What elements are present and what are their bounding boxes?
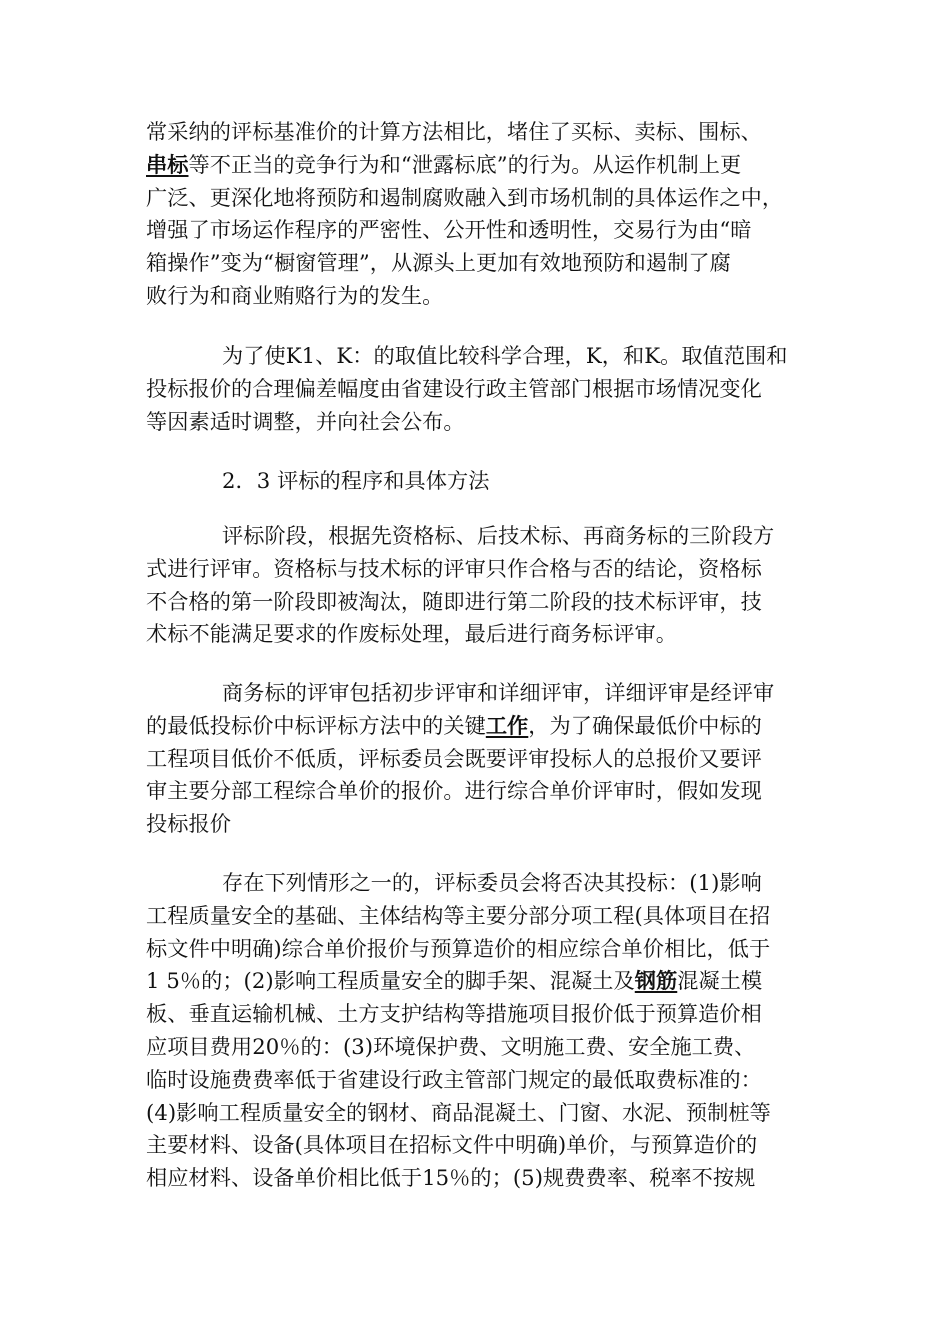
text-line: 存在下列情形之一的，评标委员会将否决其投标：(1)影响 bbox=[222, 870, 762, 895]
text-line: 标文件中明确)综合单价报价与预算造价的相应综合单价相比，低于 bbox=[146, 935, 771, 961]
keyword-link-gongzuo[interactable]: 工作 bbox=[485, 712, 529, 738]
paragraph-5 bbox=[146, 867, 826, 1195]
text-line: 为了使K1、K：的取值比较科学合理，K，和K。取值范围和 bbox=[222, 343, 788, 368]
text-line: 投标报价的合理偏差幅度由省建设行政主管部门根据市场情况变化 bbox=[146, 375, 762, 401]
paragraph-1 bbox=[146, 116, 826, 313]
text-line: 审主要分部工程综合单价的报价。进行综合单价评审时，假如发现 bbox=[146, 778, 762, 804]
text-line: 不合格的第一阶段即被淘汰，随即进行第二阶段的技术标评审，技 bbox=[146, 588, 762, 614]
text-line: 工程质量安全的基础、主体结构等主要分部分项工程(具体项目在招 bbox=[146, 902, 771, 928]
text-line: 投标报价 bbox=[146, 811, 231, 837]
text-line: 工程项目低价不低质，评标委员会既要评审投标人的总报价又要评 bbox=[146, 745, 762, 771]
text-line: 相应材料、设备单价相比低于15％的；(5)规费费率、税率不按规 bbox=[146, 1165, 756, 1191]
paragraph-2 bbox=[146, 340, 826, 438]
text-line: 常采纳的评标基准价的计算方法相比，堵住了买标、卖标、围标、 bbox=[146, 119, 762, 144]
text-line bbox=[146, 965, 826, 998]
text-line: 增强了市场运作程序的严密性、公开性和透明性，交易行为由“暗 bbox=[146, 217, 752, 243]
paragraph-4 bbox=[146, 677, 826, 841]
text-line: 应项目费用20％的：(3)环境保护费、文明施工费、安全施工费、 bbox=[146, 1033, 756, 1059]
text-line: 临时设施费费率低于省建设行政主管部门规定的最低取费标准的： bbox=[146, 1066, 762, 1092]
text-line: 主要材料、设备(具体项目在招标文件中明确)单价，与预算造价的 bbox=[146, 1132, 758, 1158]
text-line: 广泛、更深化地将预防和遏制腐败融入到市场机制的具体运作之中， bbox=[146, 184, 784, 210]
text-line: 箱操作”变为“橱窗管理”，从源头上更加有效地预防和遏制了腐 bbox=[146, 250, 731, 276]
text-line: 板、垂直运输机械、土方支护结构等措施项目报价低于预算造价相 bbox=[146, 1001, 762, 1027]
text-line: 商务标的评审包括初步评审和详细评审，详细评审是经评审 bbox=[222, 680, 775, 705]
text-line: 术标不能满足要求的作废标处理，最后进行商务标评审。 bbox=[146, 621, 677, 647]
text-line: 等因素适时调整，并向社会公布。 bbox=[146, 408, 465, 434]
text-line: 式进行评审。资格标与技术标的评审只作合格与否的结论，资格标 bbox=[146, 555, 762, 581]
text-line bbox=[146, 149, 826, 182]
text-run: 1 5％的；(2)影响工程质量安全的脚手架、混凝土及 bbox=[146, 968, 635, 994]
text-line bbox=[146, 710, 826, 743]
keyword-link-gangjin[interactable]: 钢筋 bbox=[634, 968, 678, 994]
text-line: 评标阶段，根据先资格标、后技术标、再商务标的三阶段方 bbox=[222, 523, 775, 548]
keyword-link-chuanbiao[interactable]: 串标 bbox=[146, 151, 189, 177]
text-line: 败行为和商业贿赂行为的发生。 bbox=[146, 282, 444, 308]
text-run: ，为了确保最低价中标的 bbox=[528, 712, 762, 738]
heading-line: 2．3 评标的程序和具体方法 bbox=[222, 468, 490, 493]
text-run: 混凝土模 bbox=[677, 968, 763, 994]
text-line: (4)影响工程质量安全的钢材、商品混凝土、门窗、水泥、预制桩等 bbox=[146, 1099, 771, 1125]
paragraph-3 bbox=[146, 520, 826, 651]
section-heading bbox=[146, 465, 826, 498]
text-run: 的最低投标价中标评标方法中的关键 bbox=[146, 712, 486, 738]
text-run: 等不正当的竞争行为和“泄露标底”的行为。从运作机制上更 bbox=[188, 151, 742, 177]
